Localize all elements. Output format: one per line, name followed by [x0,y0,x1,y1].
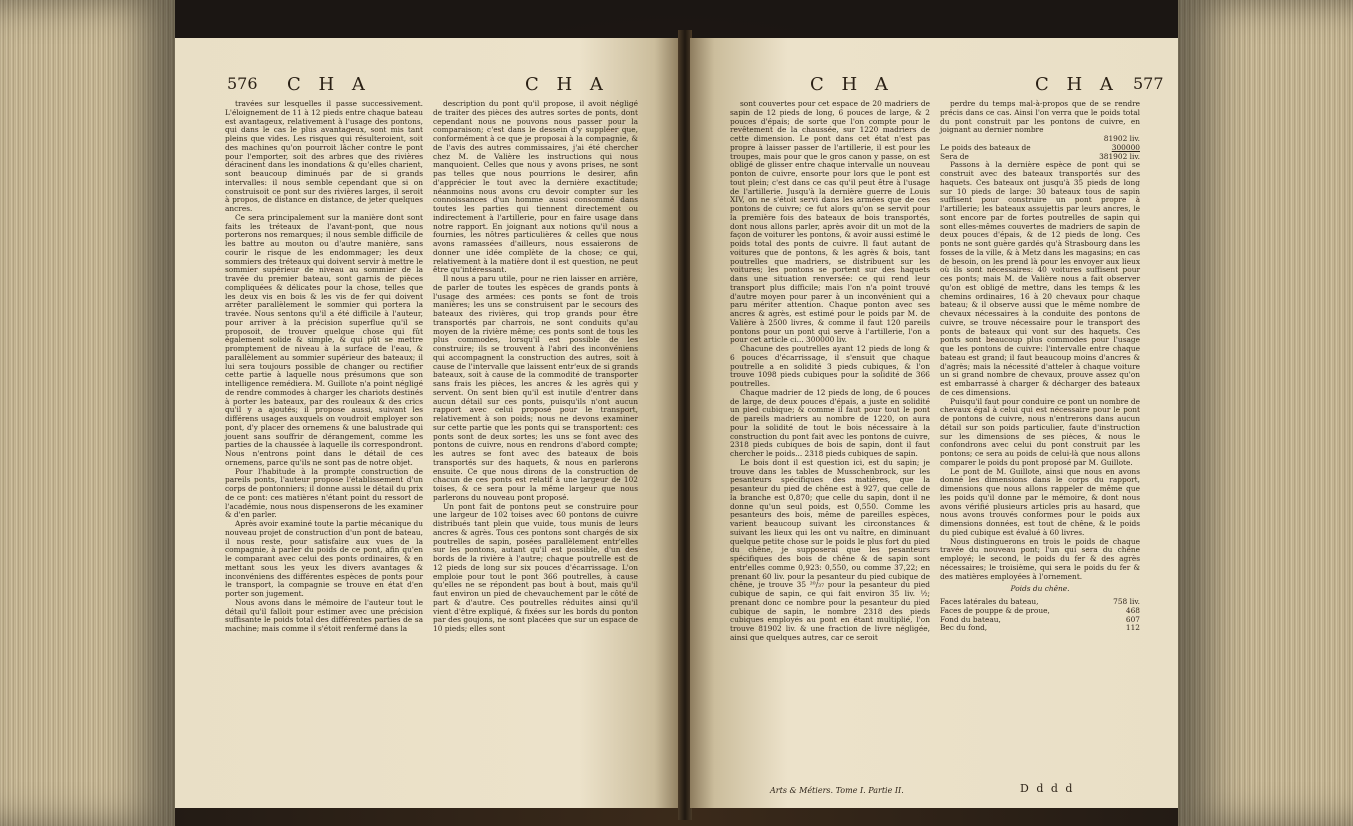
paragraph: Après avoir examiné toute la partie mécanique du nouveau projet de construction d'un pont de bateau, il nous reste, pour satisfaire aux vues de la compagnie, à parler du poids de ce pont, afin qu'en le comparant avec celui des ponts ordinaires, & en mettant sous les yeux les divers avantages & inconvéniens des différentes espèces de ponts pour le transport, la compagnie se trouve en état d'en porter son jugement. [225,519,423,598]
paragraph: Passons à la dernière espèce de pont qui se construit avec des bateaux transportés sur des haquets. Ces bateaux ont jusqu'à 35 pieds de long sur 10 pieds de large: 30 bateaux tous de sapin suffisent pour construire un pont propre à l'artillerie; les bateaux assujettis par leurs ancres, le sont encore par de fortes poutrelles de sapin qui sont elles-mêmes couvertes de madriers de sapin de deux pouces d'épais, & de 12 pieds de long. Ces ponts ne sont guère gardés qu'à Strasbourg dans les fosses de la ville, & à Metz dans les magasins; en cas de besoin, on les prend là pour les envoyer aux lieux où ils sont nécessaires: 40 voitures suffisent pour ces ponts; mais M. de Valière nous a fait observer qu'on est obligé de mettre, dans les temps & les chemins ordinaires, 16 à 20 chevaux pour chaque bateau; & il observe aussi que le même nombre de chevaux nécessaires à la conduite des pontons de cuivre, se trouve nécessaire pour le transport des ponts de bateaux qui vont sur des haquets. Ces ponts sont beaucoup plus commodes pour l'usage que les pontons de cuivre: l'intervalle entre chaque bateau est grand; il faut beaucoup moins d'ancres & d'agrès; mais la nécessité d'atteler à chaque voiture un si grand nombre de chevaux, prouve assez qu'on est embarrassé à charger & décharger des bateaux de ces dimensions. [940,160,1140,397]
table-row-label: Faces de pouppe & de proue, [940,605,1050,615]
paragraph: Il nous a paru utile, pour ne rien laisser en arrière, de parler de toutes les espèces de grands ponts à l'usage des armées: ces ponts se font de trois manières; les uns se construisent par le secours des bateaux des rivières, qui trop grands pour être transportés par charrois, ne sont conduits qu'au moyen de la rivière même; ces ponts sont de tous les plus commodes, lorsqu'il est possible de les construire; ils se trouvent à l'abri des inconvéniens qui accompagnent la construction des autres, soit à cause de l'intervalle que laissent entr'eux de si grands bateaux, soit à cause de la commodité de transporter sans frais les pièces, les ancres & les agrès qui y servent. On sent bien qu'il est inutile d'entrer dans aucun détail sur ces ponts, puisqu'ils n'ont aucun rapport avec celui proposé pour le transport, relativement à son poids; nous ne devons examiner sur cette partie que les ponts qui se transportent: ces ponts sont de deux sortes; les uns se font avec des pontons de cuivre, nous en rendrons d'abord compte; les autres se font avec des bateaux de bois transportés sur des haquets, & nous en parlerons ensuite. Ce que nous dirons de la construction de chacun de ces ponts est relatif à une largeur de 102 toises, & ce sera pour la même largeur que nous parlerons du nouveau pont proposé. [433,274,638,502]
paragraph: Un pont fait de pontons peut se construire pour une largeur de 102 toises avec 60 pontons de cuivre distribués tant plein que vuide, tous munis de leurs ancres & agrès. Tous ces pontons sont chargés de six poutrelles de sapin, posées parallèlement entr'elles sur les pontons, autant qu'il est possible, d'un des bords de la rivière à l'autre; chaque poutrelle est de 12 pieds de long sur six pouces d'écarrissage. L'on emploie pour tout le pont 366 poutrelles, à cause qu'elles ne se répondent pas bout à bout, mais qu'il faut environ un pied de chevauchement par le côté de part & d'autre. Ces poutrelles réduites ainsi qu'il vient d'être expliqué, & fixées sur les bords du ponton par des goujons, ne sont placées que sur un espace de 10 pieds; elles sont [433,501,638,633]
left-page-edges [0,0,175,826]
table-row-value: 112 [1125,623,1140,633]
right-running-head-2: C H A [1035,74,1119,95]
left-page-number: 576 [227,74,258,93]
left-running-head-2: C H A [525,74,609,95]
signature-mark: D d d d [1020,782,1075,795]
left-column-1 [225,100,423,634]
right-page-edges [1178,0,1353,826]
right-running-head-1: C H A [810,74,894,95]
paragraph: travées sur lesquelles il passe successivement. L'éloignement de 11 à 12 pieds entre chaque bateau est avantageux, relativement à l'usage des pontons, qui dans le cas le plus avantageux, sont mis tant pleins que vides. Les risques qui résulteroient, soit des machines qu'on pourroit lâcher contre le pont pour l'emporter, soit des arbres que des rivières déracinent dans les inondations & qu'elles charient, sont beaucoup diminués par de si grands intervalles: il nous semble cependant que si on construisoit ce pont sur des rivières larges, il seroit à propos, de distance en distance, de jeter quelques ancres. [225,99,423,213]
right-column-2 [940,100,1140,633]
sum-label: Le poids des bateaux de [940,142,1031,152]
paragraph: description du pont qu'il propose, il avoit négligé de traiter des pièces des autres sortes de ponts, dont cependant nous ne pouvons nous passer pour la comparaison; c'est dans le dessein d'y suppléer que, conformément à ce que je proposai à la compagnie, & de l'avis des autres commissaires, j'ai été chercher chez M. de Valière les instructions qui nous manquoient. Celles que nous y avons prises, ne sont pas telles que nous pourrions le desirer, afin d'apprécier le tout avec la dernière exactitude; néanmoins nous avons cru devoir compter sur les connoissances d'un homme aussi consommé dans toutes les parties qui tiennent directement ou indirectement à l'artillerie, pour en faire usage dans notre rapport. En joignant aux notions qu'il nous a fournies, les nôtres particulières & celles que nous avons ramassées d'ailleurs, nous essaierons de donner une idée complète de la chose; ce qui, relativement à la matière dont il est question, ne peut être qu'intéressant. [433,99,638,275]
sum-total: 381902 liv. [1099,151,1140,161]
paragraph: Nous distinguerons en trois le poids de chaque travée du nouveau pont; l'un qui sera du chêne employé; le second, le poids du fer & des agrès nécessaires; le troisième, qui sera le poids du fer & des matières employées à l'ornement. [940,536,1140,581]
paragraph: perdre du temps mal-à-propos que de se rendre précis dans ce cas. Ainsi l'on verra que le poids total du pont construit par les pontons de cuivre, en joignant au dernier nombre [940,99,1140,135]
paragraph: Pour l'habitude à la prompte construction de pareils ponts, l'auteur propose l'établissement d'un corps de pontonniers; il donne aussi le détail du prix de ce pont: ces matières n'étant point du ressort de l'académie, nous nous dispenserons de les examiner & d'en parler. [225,466,423,520]
table-title: Poids du chêne. [1010,584,1070,594]
paragraph: Ce sera principalement sur la manière dont sont faits les tréteaux de l'avant-pont, que nous porterons nos remarques; il nous semble difficile de les battre au mouton ou d'autre manière, sans courir le risque de les endommager; les deux sommiers des tréteaux qui doivent servir à mettre le sommier supérieur de niveau au sommier de la travée du premier bateau, sont garnis de pièces compliquées & délicates pour la chose, telles que les deux vis en bois & les vis de fer qui doivent arrêter parallèlement le sommier qui portera la travée. Nous sentons qu'il a été difficile à l'auteur, pour arriver à la précision superflue qu'il se proposoit, de trouver quelque chose qui fût également solide & simple, & qui pût se mettre promptement de niveau à la surface de l'eau, & parallèlement au sommier supérieur des bateaux; il lui sera toujours possible de changer ou rectifier cette partie à laquelle nous présumons que son intelligence remédiera. M. Guillote n'a point négligé de rendre commodes à charger les chariots destinés à porter les bateaux, par des rouleaux & des crics qu'il y a ajoutés; il propose aussi, suivant les différens usages auxquels on voudroit employer son pont, d'y placer des ornemens & une balustrade qui jouent sans souffrir de dérangement, comme les parties de la chaussée à laquelle ils correspondront. Nous n'entrons point dans le détail de ces ornemens, parce qu'ils ne sont pas de notre objet. [225,212,423,467]
left-column-2 [433,100,638,634]
left-page [175,38,680,808]
table-row-value: 758 liv. [1113,597,1140,606]
paragraph: Chaque madrier de 12 pieds de long, de 6 pouces de large, de deux pouces d'épais, a juste en solidité un pied cubique; & comme il faut pour tout le pont de pareils madriers au nombre de 1220, on aura pour la solidité de tout le bois nécessaire à la construction du pont fait avec les pontons de cuivre, 2318 pieds cubiques de bois de sapin, dont il faut chercher le poids... 2318 pieds cubiques de sapin. [730,387,930,458]
left-running-head-1: C H A [287,74,371,95]
table-row-label: Faces latérales du bateau, [940,597,1039,606]
right-column-1 [730,100,930,643]
paragraph: Le pont de M. Guillote, ainsi que nous en avons donné les dimensions dans le corps du rapport, dimensions que nous allons rappeler de même que les poids qu'il donne par le mémoire, & dont nous avons vérifié plusieurs articles pris au hasard, que nous avons trouvés conformes pour le poids aux dimensions données, est tout de chêne, & le poids du pied cubique est évalué à 60 livres. [940,466,1140,537]
paragraph: Chacune des poutrelles ayant 12 pieds de long & 6 pouces d'écarrissage, il s'ensuit que chaque poutrelle a en solidité 3 pieds cubiques, & l'on trouve 1098 pieds cubiques pour la solidité de 366 poutrelles. [730,344,930,388]
sum-label: Sera de [940,151,969,161]
paragraph: Le bois dont il est question ici, est du sapin; je trouve dans les tables de Musschenbrock, sur les pesanteurs spécifiques des matières, que la pesanteur du pied de chêne est à 927, que celle de la branche est 0,870; que celle du sapin, dont il ne donne qu'un seul poids, est 0,550. Comme les pesanteurs des bois, même de pareilles espèces, varient beaucoup suivant les circonstances & suivant les lieux qui les ont vu naître, en diminuant quelque petite chose sur le poids le plus fort du pied du chêne, je supposerai que les pesanteurs spécifiques des bois de chêne & de sapin sont entr'elles comme 0,923: 0,550, ou comme 37,22; en prenant 60 liv. pour la pesanteur du pied cubique de chêne, je trouve 35 ²⁰/₃₇ pour la pesanteur du pied cubique de sapin, ce qui fait environ 35 liv. ½; prenant donc ce nombre pour la pesanteur du pied cubique de sapin, le nombre 2318 des pieds cubiques employés au pont en étant multiplié, l'on trouve 81902 liv. & une fraction de livre négligée, ainsi que quelques autres, car ce seroit [730,457,930,642]
page-footer: Arts & Métiers. Tome I. Partie II. [770,786,904,795]
table-row-label: Bec du fond, [940,623,988,633]
table-row [940,624,1140,633]
sum-value: 300000 [1111,142,1140,152]
sum-value: 81902 liv. [1103,134,1140,143]
right-page-number: 577 [1133,74,1164,93]
paragraph: sont couvertes pour cet espace de 20 madriers de sapin de 12 pieds de long, 6 pouces de large, & 2 pouces d'épais; de sorte que l'on compte pour le revêtement de la chaussée, sur 1220 madriers de cette dimension. Le pont dans cet état n'est pas propre à laisser passer de l'artillerie, il est pour les troupes, mais pour que le gros canon y passe, on est obligé de glisser entre chaque intervalle un nouveau ponton de cuivre, ensorte pour lors que le pont est tout plein; c'est dans ce cas qu'il peut être à l'usage de l'artillerie. Jusqu'à la dernière guerre de Louis XIV, on ne s'étoit servi dans les armées que de ces pontons de cuivre; ce fut alors qu'on se servit pour la première fois des bateaux de bois transportés, dont nous allons parler, après avoir dit un mot de la façon de voiturer les pontons, & avoir aussi estimé le poids total des ponts de cuivre. Il faut autant de voitures que de pontons, & les agrès & bois, tant poutrelles que madriers, se distribuent sur les voitures; les pontons se portent sur des haquets dans une situation renversée: ce qui rend leur transport plus difficile; mais l'on n'a point trouvé d'autre moyen pour parer à un inconvénient qui a paru mériter attention. Chaque ponton avec ses ancres & agrès, est estimé pour le poids par M. de Valière à 2500 livres, & comme il faut 120 pareils pontons pour un pont qui serve à l'artillerie, l'on a pour cet article ci... 300000 liv. [730,99,930,345]
table-row-value: 468 [1125,605,1140,615]
paragraph: Nous avons dans le mémoire de l'auteur tout le détail qu'il falloit pour estimer avec une précision suffisante le poids total des différentes parties de sa machine; mais comme il s'étoit renfermé dans la [225,597,423,633]
table-row-label: Fond du bateau, [940,614,1001,624]
right-page [690,38,1178,808]
table-row-value: 607 [1125,614,1140,624]
paragraph: Puisqu'il faut pour conduire ce pont un nombre de chevaux égal à celui qui est nécessaire pour le pont de pontons de cuivre, nous n'entrerons dans aucun détail sur son poids particulier, faute d'instruction sur les dimensions de ses pièces, & nous le confondrons avec celui du pont construit par les pontons; ce sera au poids de celui-là que nous allons comparer le poids du pont proposé par M. Guillote. [940,396,1140,467]
